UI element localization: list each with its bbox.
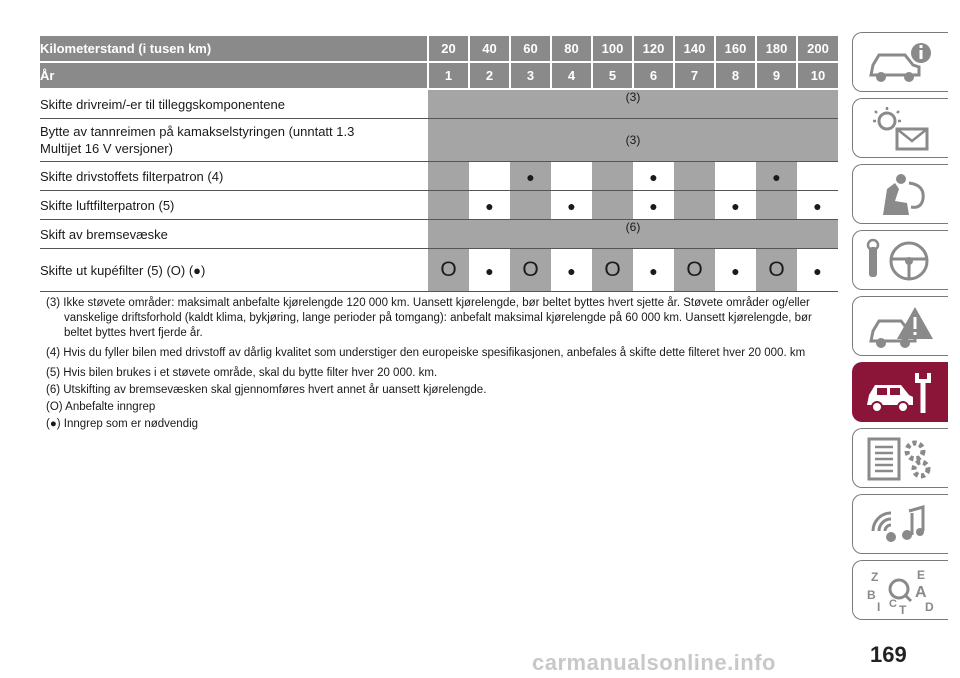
table-row <box>40 249 838 292</box>
year-header-cell: 5 <box>592 62 633 89</box>
schedule-mark: O <box>686 258 703 281</box>
index-letters-icon <box>865 567 937 615</box>
schedule-mark: ● <box>649 168 658 185</box>
km-header-cell: 200 <box>797 36 838 62</box>
tab-index[interactable] <box>852 560 948 620</box>
schedule-cell <box>428 162 469 191</box>
table-row <box>40 220 838 249</box>
chapter-tabs <box>852 32 950 626</box>
schedule-mark: ● <box>813 262 822 279</box>
row-label: Skifte drivreim/-er til tilleggskomponentene <box>40 89 428 119</box>
schedule-mark: ● <box>567 262 576 279</box>
schedule-mark: ● <box>649 262 658 279</box>
schedule-cell <box>756 191 797 220</box>
row-label-line: Bytte av tannreimen på kamakselstyringen (unntatt 1.3 <box>40 124 355 139</box>
footnote: (3) Ikke støvete områder: maksimalt anbefalte kjørelengde 120 000 km. Uansett kjørelengde, bør beltet byttes hvert sjette år. Støvete områder og/eller vanskelige driftsforhold (kaldt klima, bykjøring, lange perioder på tomgang): anbefalt maksimal kjørelengde på 60 000 km. Uansett kjørelengde, bør beltet byttes hvert fjerde år. <box>46 297 812 339</box>
seat-airbag-icon <box>865 171 937 219</box>
row-label <box>40 119 428 162</box>
table-row <box>40 191 838 220</box>
watermark-text: carmanualsonline.info <box>532 650 776 675</box>
km-header-cell: 20 <box>428 36 469 62</box>
km-header-cell: 100 <box>592 36 633 62</box>
footnotes <box>46 296 836 434</box>
year-header-cell: 2 <box>469 62 510 89</box>
schedule-mark: ● <box>649 197 658 214</box>
tab-emergency[interactable] <box>852 296 948 356</box>
schedule-cell <box>510 191 551 220</box>
index-letter: C <box>889 598 897 610</box>
index-letter: I <box>877 600 881 614</box>
car-emergency-icon <box>865 303 937 351</box>
row-label-line: Multijet 16 V versjoner) <box>40 141 173 156</box>
year-header-row <box>40 62 838 89</box>
index-letter: A <box>915 584 927 601</box>
schedule-cell <box>633 162 674 191</box>
km-header-cell: 60 <box>510 36 551 62</box>
schedule-cell <box>633 249 674 292</box>
schedule-cell <box>551 162 592 191</box>
tab-starting-driving[interactable] <box>852 230 948 290</box>
schedule-cell <box>715 249 756 292</box>
row-label: Skifte drivstoffets filterpatron (4) <box>40 162 428 191</box>
schedule-mark: ● <box>731 262 740 279</box>
schedule-cell <box>551 191 592 220</box>
footnote: (5) Hvis bilen brukes i et støvete område, skal du bytte filter hver 20 000. km. <box>46 367 438 379</box>
schedule-cell <box>674 162 715 191</box>
schedule-cell <box>510 162 551 191</box>
schedule-cell <box>592 191 633 220</box>
schedule-cell <box>715 191 756 220</box>
index-letter: E <box>917 568 926 582</box>
footnote: (4) Hvis du fyller bilen med drivstoff av dårlig kvalitet som understiger den europeiske spesifikasjonen, anbefales å skifte dette filteret hver 20 000. km <box>46 347 806 359</box>
schedule-mark: ● <box>813 197 822 214</box>
row-label: Skift av bremsevæske <box>40 220 428 249</box>
schedule-cell <box>428 249 469 292</box>
km-header-row <box>40 36 838 62</box>
schedule-cell <box>551 249 592 292</box>
schedule-cell <box>469 249 510 292</box>
schedule-cell <box>756 249 797 292</box>
footnote: (O) Anbefalte inngrep <box>46 401 156 413</box>
schedule-mark: O <box>768 258 785 281</box>
km-header-cell: 80 <box>551 36 592 62</box>
schedule-mark: ● <box>772 168 781 185</box>
schedule-cell <box>428 191 469 220</box>
schedule-cell <box>674 191 715 220</box>
schedule-mark: O <box>440 258 457 281</box>
row-label: Skifte ut kupéfilter (5) (O) (●) <box>40 249 428 292</box>
tab-vehicle-info[interactable] <box>852 32 948 92</box>
tab-maintenance[interactable] <box>852 362 948 422</box>
km-header-cell: 40 <box>469 36 510 62</box>
km-header-cell: 140 <box>674 36 715 62</box>
schedule-mark: ● <box>567 197 576 214</box>
year-header-cell: 7 <box>674 62 715 89</box>
schedule-cell <box>715 162 756 191</box>
row-span-note: (6) <box>428 220 838 249</box>
km-header-label: Kilometerstand (i tusen km) <box>40 36 428 62</box>
schedule-cell <box>797 191 838 220</box>
schedule-cell <box>510 249 551 292</box>
tab-safety[interactable] <box>852 164 948 224</box>
schedule-cell <box>797 162 838 191</box>
tab-technical-data[interactable] <box>852 428 948 488</box>
page-number: 169 <box>870 642 907 667</box>
index-letter: B <box>867 588 876 602</box>
year-header-cell: 6 <box>633 62 674 89</box>
index-letter: D <box>925 600 934 614</box>
index-letter: Z <box>871 570 879 584</box>
km-header-cell: 160 <box>715 36 756 62</box>
table-row <box>40 119 838 162</box>
key-steering-wheel-icon <box>865 237 937 285</box>
schedule-mark: ● <box>485 262 494 279</box>
row-span-note: (3) <box>428 119 838 162</box>
schedule-cell <box>674 249 715 292</box>
schedule-cell <box>469 191 510 220</box>
tab-warning-lights[interactable] <box>852 98 948 158</box>
km-header-cell: 180 <box>756 36 797 62</box>
multimedia-music-icon <box>865 501 937 549</box>
car-info-icon <box>865 39 937 87</box>
schedule-cell <box>633 191 674 220</box>
tab-multimedia[interactable] <box>852 494 948 554</box>
year-header-cell: 1 <box>428 62 469 89</box>
schedule-cell <box>797 249 838 292</box>
index-letter: T <box>899 603 907 615</box>
footnote: (●) Inngrep som er nødvendig <box>46 418 199 430</box>
schedule-cell <box>592 249 633 292</box>
year-header-cell: 8 <box>715 62 756 89</box>
car-wrench-icon <box>865 369 937 417</box>
warning-light-envelope-icon <box>865 105 937 153</box>
schedule-cell <box>756 162 797 191</box>
km-header-cell: 120 <box>633 36 674 62</box>
schedule-mark: ● <box>485 197 494 214</box>
year-header-cell: 10 <box>797 62 838 89</box>
schedule-mark: ● <box>526 168 535 185</box>
footnote: (6) Utskifting av bremsevæsken skal gjennomføres hvert annet år uansett kjørelengde. <box>46 384 487 396</box>
year-header-label: År <box>40 62 428 89</box>
specs-gears-icon <box>865 435 937 483</box>
row-span-note: (3) <box>428 89 838 119</box>
year-header-cell: 9 <box>756 62 797 89</box>
schedule-mark: ● <box>731 197 740 214</box>
year-header-cell: 3 <box>510 62 551 89</box>
row-label: Skifte luftfilterpatron (5) <box>40 191 428 220</box>
schedule-cell <box>469 162 510 191</box>
table-row <box>40 89 838 119</box>
year-header-cell: 4 <box>551 62 592 89</box>
maintenance-schedule-table <box>40 36 838 292</box>
schedule-mark: O <box>522 258 539 281</box>
table-row <box>40 162 838 191</box>
schedule-cell <box>592 162 633 191</box>
schedule-mark: O <box>604 258 621 281</box>
